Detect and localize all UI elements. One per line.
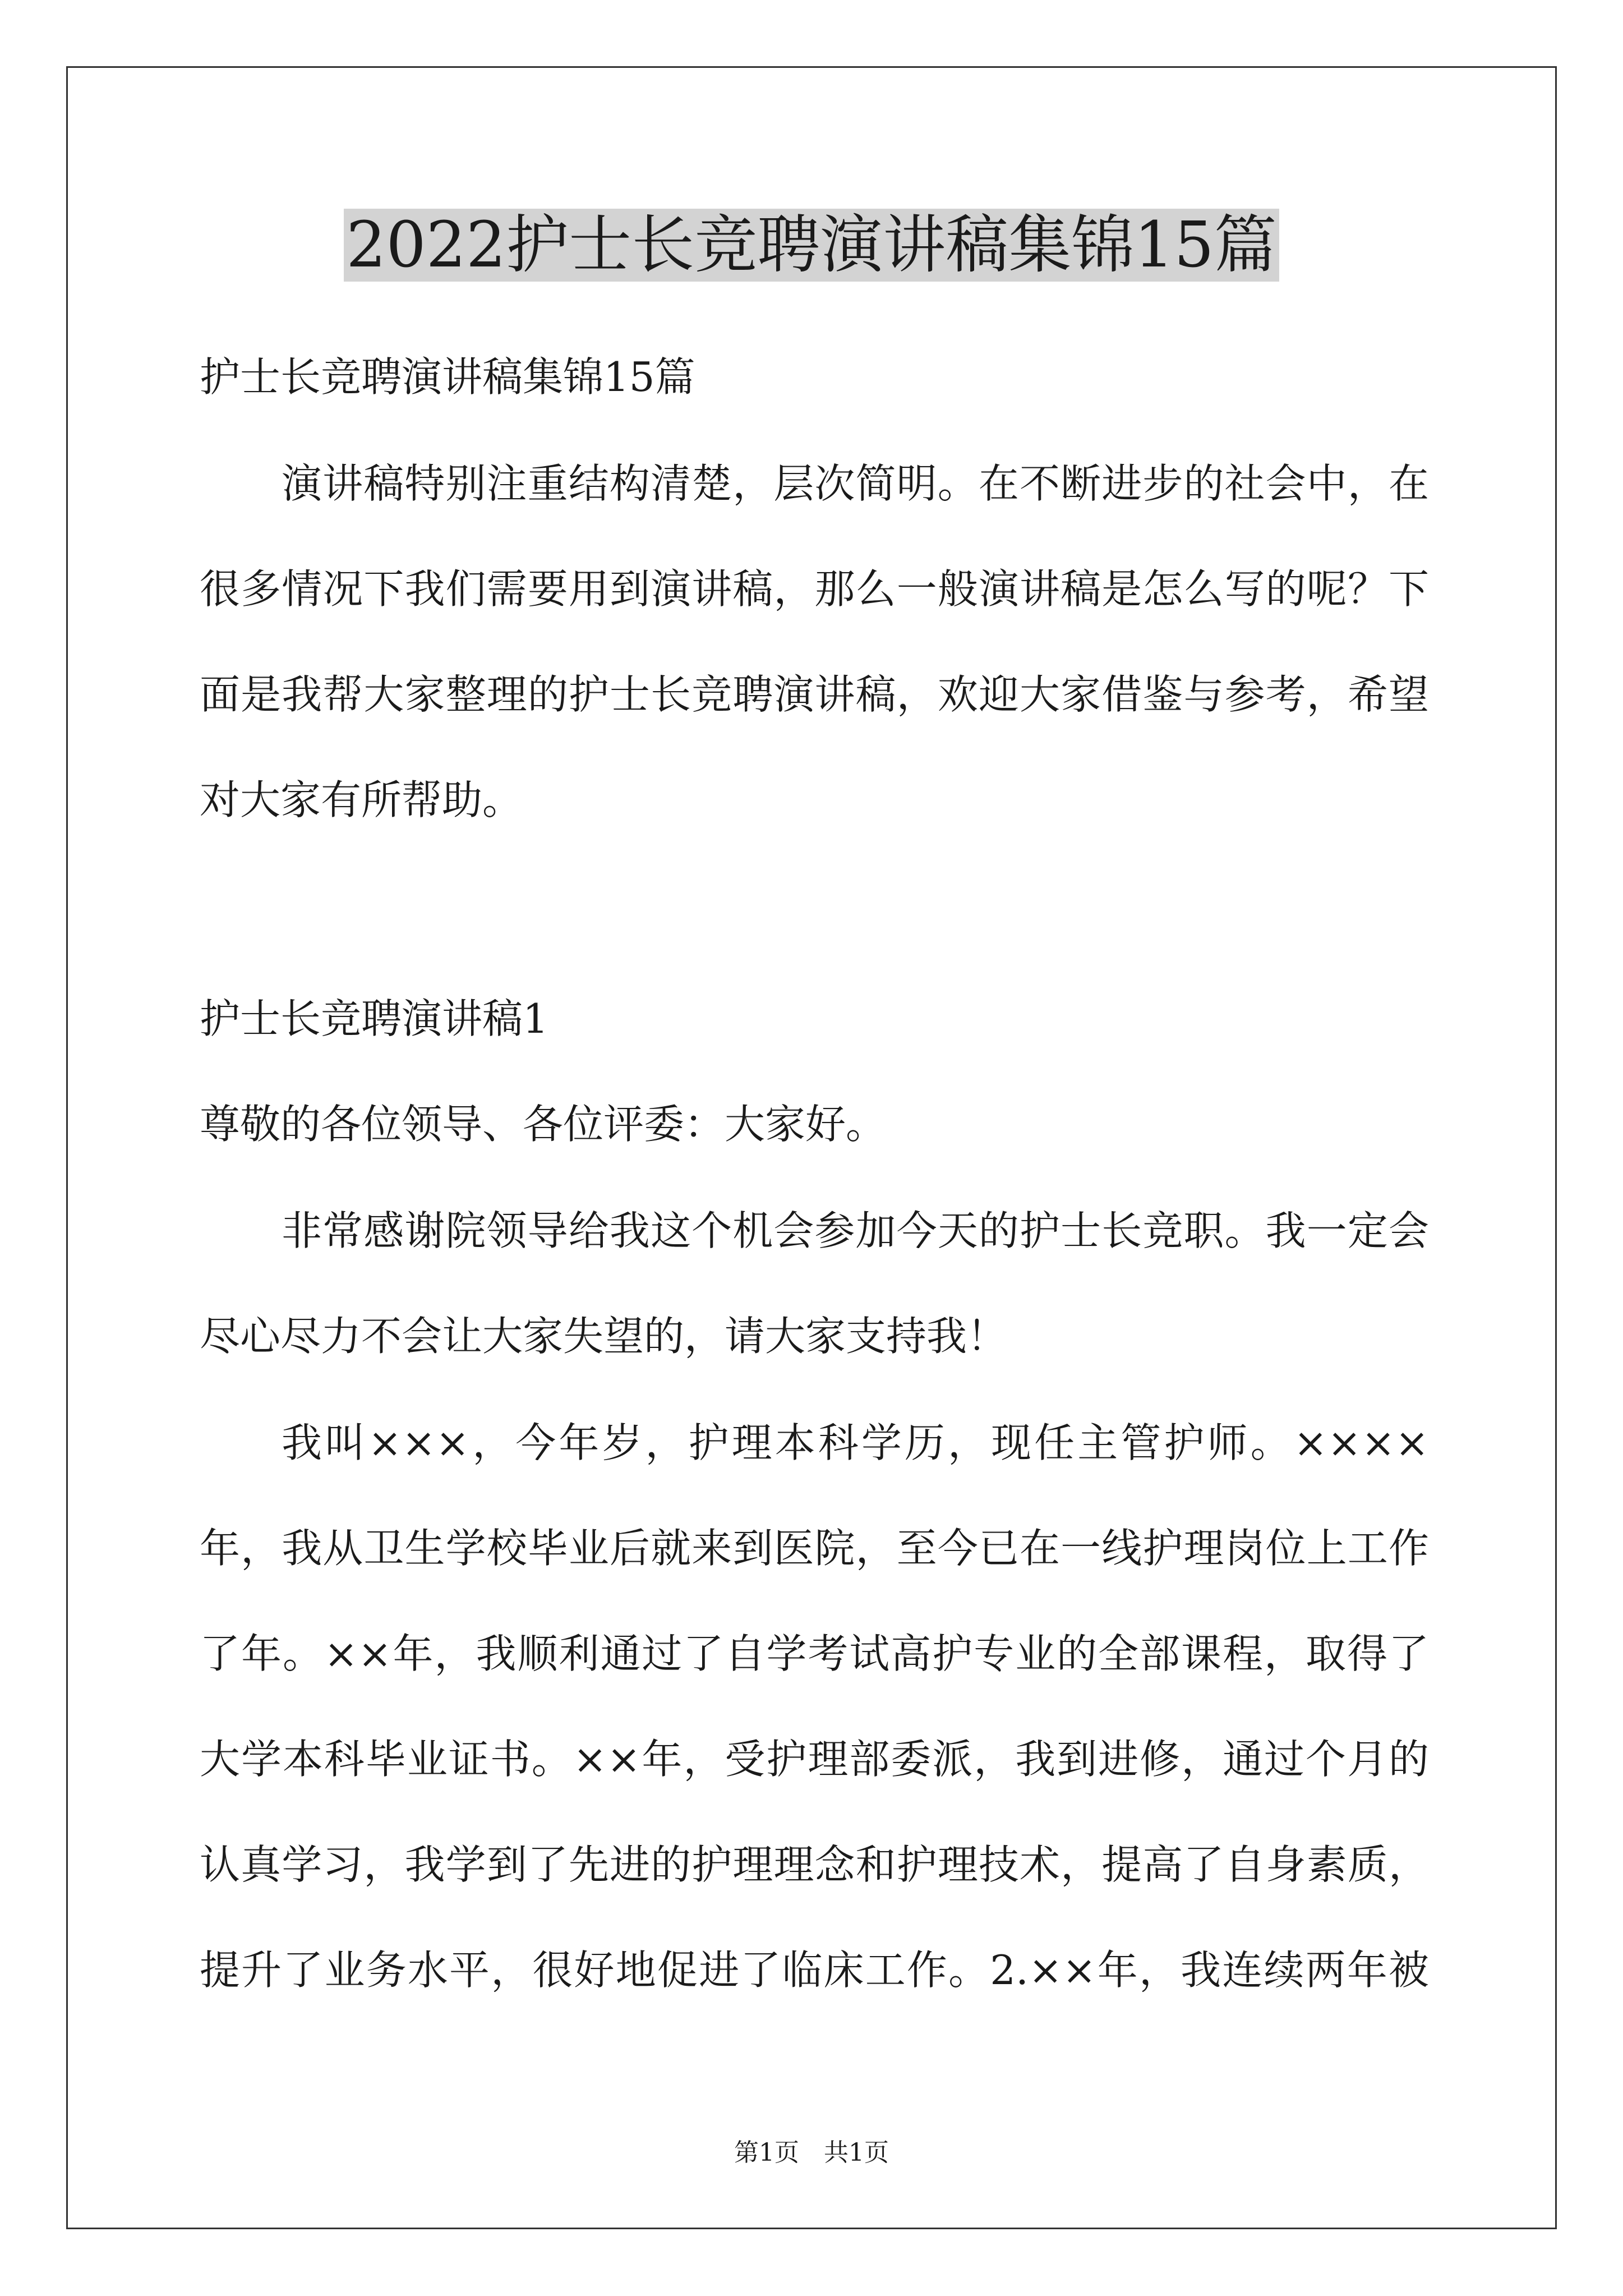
paragraph-line: 演讲稿特别注重结构清楚，层次简明。在不断进步的社会中，在	[282, 460, 1429, 507]
paragraph-line: 非常感谢院领导给我这个机会参加今天的护士长竞职。我一定会	[282, 1207, 1429, 1254]
paragraph-line: 提升了业务水平，很好地促进了临床工作。2.××年，我连续两年被	[200, 1947, 1429, 1994]
salutation-line: 尊敬的各位领导、各位评委：大家好。	[200, 1101, 887, 1148]
paragraph-line: 认真学习，我学到了先进的护理理念和护理技术，提高了自身素质，	[200, 1841, 1429, 1888]
subtitle-line: 护士长竞聘演讲稿集锦15篇	[200, 353, 695, 401]
paragraph-line: 大学本科毕业证书。××年，受护理部委派，我到进修，通过个月的	[200, 1736, 1429, 1783]
paragraph-line: 我叫×××，今年岁，护理本科学历，现任主管护师。××××	[282, 1419, 1429, 1466]
document-title-text: 2022护士长竞聘演讲稿集锦15篇	[344, 209, 1279, 282]
paragraph-line: 了年。××年，我顺利通过了自学考试高护专业的全部课程，取得了	[200, 1630, 1429, 1677]
paragraph-line: 年，我从卫生学校毕业后就来到医院，至今已在一线护理岗位上工作	[200, 1525, 1429, 1572]
paragraph-line: 面是我帮大家整理的护士长竞聘演讲稿，欢迎大家借鉴与参考，希望	[200, 671, 1429, 718]
document-title	[0, 203, 1623, 287]
paragraph-line: 很多情况下我们需要用到演讲稿，那么一般演讲稿是怎么写的呢？下	[200, 565, 1429, 613]
page-number-footer: 第1页 共1页	[734, 2138, 889, 2167]
paragraph-line: 对大家有所帮助。	[200, 776, 523, 823]
section-heading: 护士长竞聘演讲稿1	[200, 995, 548, 1042]
paragraph-line: 尽心尽力不会让大家失望的，请大家支持我！	[200, 1313, 1008, 1360]
